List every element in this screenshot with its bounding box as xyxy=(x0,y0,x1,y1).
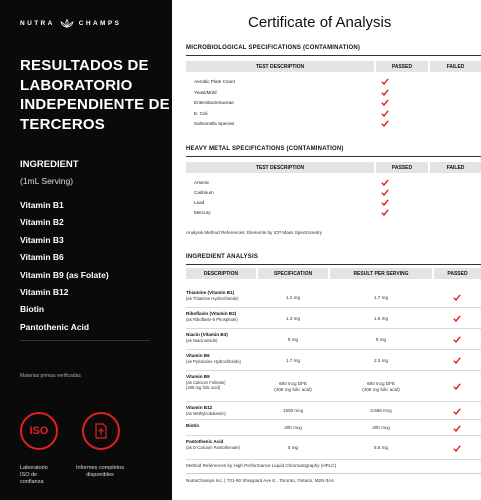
ingredient-section-title: INGREDIENT ANALYSIS xyxy=(186,254,259,260)
document-badge xyxy=(82,412,120,450)
check-icon xyxy=(381,120,389,127)
ingredient-row-result2: (408 mg folic acid) xyxy=(362,386,400,392)
ingredient-row-name: Riboflavin (Vitamin B2) xyxy=(186,311,237,316)
ingredient-item: Vitamin B2 xyxy=(20,217,64,228)
ingredient-row-name: Pantothenic Acid xyxy=(186,439,224,444)
row-divider xyxy=(186,328,481,329)
check-icon xyxy=(453,315,461,322)
brand-left-text: NUTRA xyxy=(20,20,55,27)
ingredient-method-note: Method References by High Performance Liquid Chromatography (HPLC) xyxy=(186,463,337,468)
iso-badge-caption: Laboratorio ISO de confianza xyxy=(20,465,48,485)
divider xyxy=(20,340,150,341)
heavy-test-name: Cadmium xyxy=(194,190,214,195)
ingredient-row-name: Vitamin B12 xyxy=(186,405,213,410)
ingredient-row-name: Biotin xyxy=(186,423,200,428)
micro-header-failed: FAILED xyxy=(430,61,481,72)
ingredient-item: Vitamin B3 xyxy=(20,234,64,245)
check-icon xyxy=(381,189,389,196)
ingredient-item: Vitamin B9 (as Folate) xyxy=(20,269,109,280)
ingredient-row-sub: (as Pyridoxine Hydrochloride) xyxy=(186,359,241,364)
row-divider xyxy=(186,419,481,420)
ingredient-item: Pantothenic Acid xyxy=(20,321,90,332)
certificate-panel xyxy=(172,0,481,500)
footer-rule xyxy=(186,473,481,474)
ingredient-item: Vitamin B12 xyxy=(20,286,69,297)
brand-right-text: CHAMPS xyxy=(78,20,122,27)
check-icon xyxy=(453,383,461,390)
ingredient-row-name: Vitamin B9 xyxy=(186,374,210,379)
row-divider xyxy=(186,401,481,402)
ingredient-row-spec: 400 mcg xyxy=(284,425,302,430)
micro-test-name: Yeast/Mold xyxy=(194,89,217,95)
micro-test-name: Aerobic Plate Count xyxy=(194,79,235,84)
check-icon xyxy=(381,199,389,206)
ingredient-title: INGREDIENT xyxy=(20,159,79,170)
ingredient-header-result: RESULT PER SERVING xyxy=(330,268,432,279)
ingredient-row-result: 3,688 mcg xyxy=(370,408,392,413)
iso-badge-label: ISO xyxy=(29,425,49,437)
ingredient-row-spec: 680 mcg DFE xyxy=(278,380,308,386)
heavy-test-name: Lead xyxy=(194,200,205,205)
ingredient-header-description: DESCRIPTION xyxy=(186,268,256,279)
section-rule xyxy=(186,264,481,265)
headline: RESULTADOS DE LABORATORIO INDEPENDIENTE DE TERCEROS xyxy=(20,57,170,133)
ingredient-row-result: 5.8 mg xyxy=(373,445,389,450)
check-icon xyxy=(453,425,461,432)
micro-test-name: Salmonella Species xyxy=(194,121,235,126)
section-rule xyxy=(186,156,481,157)
ingredient-row-name: Vitamin B6 xyxy=(186,353,210,358)
ingredient-item: Vitamin B6 xyxy=(20,252,64,263)
check-icon xyxy=(453,408,461,415)
ingredient-row-sub: (as D-Calcium Pantothenate) xyxy=(186,445,240,450)
ingredient-row-name: Thiamine (Vitamin B1) xyxy=(186,290,235,295)
certificate-title: Certificate of Analysis xyxy=(248,14,392,31)
ingredient-row-sub: (as Calcium Folinate) xyxy=(186,380,226,385)
row-divider xyxy=(186,370,481,371)
ingredient-row-result: 1.6 mg xyxy=(373,315,389,321)
ingredient-row-sub: (as Thiamine Hydrochloride) xyxy=(186,296,239,301)
ingredient-row-result: 1.7 mg xyxy=(373,294,389,300)
row-divider xyxy=(186,459,481,460)
heavy-section-title: HEAVY METAL SPECIFICATIONS (CONTAMINATION) xyxy=(186,146,344,152)
check-icon xyxy=(453,357,461,364)
section-rule xyxy=(186,55,481,56)
document-badge-caption: Informes completos disponibles xyxy=(76,465,124,478)
lotus-icon xyxy=(60,19,74,28)
ingredient-row-sub2: (408 mg folic acid) xyxy=(186,385,221,390)
ingredient-row-result: 680 mcg DFE xyxy=(366,380,396,386)
ingredient-row-spec: 5 mg xyxy=(287,445,299,450)
check-icon xyxy=(453,336,461,343)
ingredient-row-spec2: (408 mg folic acid) xyxy=(274,386,312,392)
ingredient-row-sub: (as Methylcobalamin) xyxy=(186,411,226,416)
heavy-test-name: Mercury xyxy=(194,210,211,215)
ingredient-header-specification: SPECIFICATION xyxy=(258,268,328,279)
ingredient-item: Biotin xyxy=(20,304,45,315)
heavy-header-failed: FAILED xyxy=(430,162,481,173)
micro-header-passed: PASSED xyxy=(376,61,428,72)
materials-note: Materias primas verificadas xyxy=(20,373,81,379)
ingredient-list xyxy=(20,200,109,339)
ingredient-row-spec: 1.3 mg xyxy=(285,315,301,321)
heavy-header-test: TEST DESCRIPTION xyxy=(186,162,374,173)
ingredient-row-spec: 9 mg xyxy=(287,336,299,342)
ingredient-row-spec: 1.7 mg xyxy=(285,357,301,363)
heavy-header-passed: PASSED xyxy=(376,162,428,173)
ingredient-row-sub: (as Niacinamide) xyxy=(186,338,218,343)
check-icon xyxy=(381,99,389,106)
check-icon xyxy=(381,89,389,96)
check-icon xyxy=(381,78,389,85)
heavy-method-note: Analysis Method References: Elements by ICP Mass Spectrometry xyxy=(186,230,322,235)
ingredient-row-spec: 1.2 mg xyxy=(285,294,301,300)
micro-header-test: TEST DESCRIPTION xyxy=(186,61,374,72)
ingredient-row-sub: (as Riboflavin-5 Phosphate) xyxy=(186,317,238,322)
check-icon xyxy=(453,294,461,301)
micro-section-title: MICROBIOLOGICAL SPECIFICATIONS (CONTAMINATION) xyxy=(186,45,361,51)
left-panel xyxy=(0,0,172,500)
row-divider xyxy=(186,307,481,308)
check-icon xyxy=(381,110,389,117)
ingredient-row-result: 2.3 mg xyxy=(373,357,389,363)
row-divider xyxy=(186,435,481,436)
company-footer: NutraChamps Inc. | 701-90 Sheppard Ave E., Toronto, Ontario, M2N 0A4 xyxy=(186,478,334,483)
micro-test-name: Enterobacteriaceae xyxy=(194,100,234,105)
ingredient-item: Vitamin B1 xyxy=(20,200,64,210)
serving-size: (1mL Serving) xyxy=(20,176,74,186)
document-upload-icon xyxy=(94,423,108,439)
check-icon xyxy=(453,445,461,452)
check-icon xyxy=(381,179,389,186)
ingredient-row-spec: 1500 mcg xyxy=(282,408,304,413)
ingredient-row-name: Niacin (Vitamin B3) xyxy=(186,332,228,337)
micro-test-name: E. Coli xyxy=(194,110,208,116)
heavy-test-name: Arsenic xyxy=(194,180,210,185)
check-icon xyxy=(381,209,389,216)
row-divider xyxy=(186,349,481,350)
ingredient-row-result: 400 mcg xyxy=(372,425,390,430)
iso-badge xyxy=(20,412,58,450)
brand-logo xyxy=(20,19,121,28)
ingredient-header-passed: PASSED xyxy=(434,268,481,279)
ingredient-row-result: 9 mg xyxy=(375,336,387,342)
